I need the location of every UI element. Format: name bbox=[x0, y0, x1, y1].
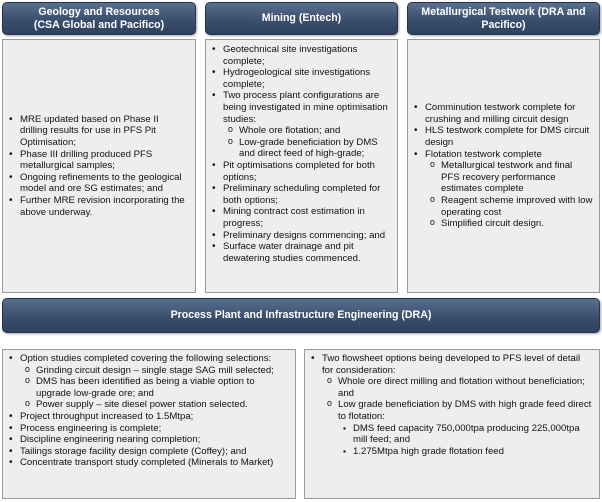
list-item: • Project throughput increased to 1.5Mtpa; bbox=[8, 411, 290, 423]
mining-panel bbox=[205, 39, 398, 293]
geology-list bbox=[8, 114, 189, 218]
process-right-panel bbox=[304, 349, 600, 499]
list-item bbox=[8, 353, 290, 411]
process-plant-header-title: Process Plant and Infrastructure Engineering (DRA) bbox=[170, 309, 432, 321]
geology-panel bbox=[2, 39, 196, 293]
list-item: • Process engineering is complete; bbox=[8, 423, 290, 435]
sub-list-item: o Grinding circuit design – single stage SAG mill selected; bbox=[24, 365, 290, 377]
list-item: • Preliminary scheduling completed for both options; bbox=[211, 183, 392, 206]
mining-sublist bbox=[227, 125, 392, 160]
geology-header-line2: (CSA Global and Pacifico) bbox=[33, 18, 165, 31]
list-item: • Preliminary designs commencing; and bbox=[211, 230, 392, 242]
list-item: • Discipline engineering nearing completion; bbox=[8, 434, 290, 446]
metallurgical-header bbox=[407, 2, 600, 35]
process-plant-header bbox=[2, 298, 600, 333]
sub-list-item-text: Low grade beneficiation by DMS with high grade feed direct to flotation: bbox=[338, 399, 592, 422]
list-item: • MRE updated based on Phase II drilling results for use in PFS Pit Optimisation; bbox=[8, 114, 189, 149]
sub-list-item: o DMS has been identified as being a viable option to upgrade low-grade ore; and bbox=[24, 376, 290, 399]
list-item: • Tailings storage facility design complete (Coffey); and bbox=[8, 446, 290, 458]
geology-header bbox=[2, 2, 196, 35]
sub-list-item: o Whole ore flotation; and bbox=[227, 125, 392, 137]
list-item: • Ongoing refinements to the geological model and ore SG estimates; and bbox=[8, 172, 189, 195]
sub-list-item: o Whole ore direct milling and flotation without beneficiation; and bbox=[326, 376, 593, 399]
sub-list-item: o Simplified circuit design. bbox=[429, 218, 593, 230]
process-left-sublist bbox=[24, 365, 290, 411]
process-left-panel bbox=[2, 349, 296, 499]
list-item-text: Two process plant configurations are being investigated in mine optimisation studies: bbox=[223, 90, 388, 125]
process-left-list bbox=[8, 353, 290, 469]
sub-list-item: o Metallurgical testwork and final PFS recovery performance estimates complete bbox=[429, 160, 593, 195]
metallurgical-panel bbox=[407, 39, 600, 293]
list-item bbox=[310, 353, 593, 457]
list-item: • Further MRE revision incorporating the above underway. bbox=[8, 195, 189, 218]
sub-sub-list-item: ▪ 1.275Mtpa high grade flotation feed bbox=[342, 446, 593, 458]
list-item: • Comminution testwork complete for crushing and milling circuit design bbox=[413, 102, 593, 125]
metallurgical-sublist bbox=[429, 160, 593, 230]
list-item: • Surface water drainage and pit dewatering studies commenced. bbox=[211, 241, 392, 264]
sub-list-item: o Low-grade beneficiation by DMS and direct feed of high-grade; bbox=[227, 137, 392, 160]
sub-list-item: o Power supply – site diesel power station selected. bbox=[24, 399, 290, 411]
list-item bbox=[413, 149, 593, 230]
list-item-text: Flotation testwork complete bbox=[425, 148, 542, 160]
list-item: • Phase III drilling produced PFS metallurgical samples; bbox=[8, 149, 189, 172]
list-item: • Mining contract cost estimation in progress; bbox=[211, 206, 392, 229]
geology-header-line1: Geology and Resources bbox=[38, 5, 160, 18]
process-right-list bbox=[310, 353, 593, 457]
list-item: • Concentrate transport study completed (Minerals to Market) bbox=[8, 457, 290, 469]
process-right-subsublist bbox=[342, 423, 593, 458]
mining-list bbox=[211, 44, 392, 264]
list-item-text: Option studies completed covering the following selections: bbox=[20, 353, 272, 364]
list-item-text: Two flowsheet options being developed to PFS level of detail for consideration: bbox=[322, 353, 581, 376]
list-item: • Pit optimisations completed for both options; bbox=[211, 160, 392, 183]
mining-header-title: Mining (Entech) bbox=[261, 12, 342, 24]
sub-list-item bbox=[326, 399, 593, 457]
mining-header bbox=[205, 2, 398, 35]
sub-list-item: o Reagent scheme improved with low operating cost bbox=[429, 195, 593, 218]
process-right-sublist bbox=[326, 376, 593, 457]
list-item: • Geotechnical site investigations complete; bbox=[211, 44, 392, 67]
metallurgical-header-line2: Pacifico) bbox=[481, 18, 526, 31]
list-item: • Hydrogeological site investigations complete; bbox=[211, 67, 392, 90]
list-item: • HLS testwork complete for DMS circuit design bbox=[413, 125, 593, 148]
metallurgical-header-line1: Metallurgical Testwork (DRA and bbox=[421, 5, 586, 18]
metallurgical-list bbox=[413, 102, 593, 230]
list-item bbox=[211, 90, 392, 160]
sub-sub-list-item: ▪ DMS feed capacity 750,000tpa producing 225,000tpa mill feed; and bbox=[342, 423, 593, 446]
